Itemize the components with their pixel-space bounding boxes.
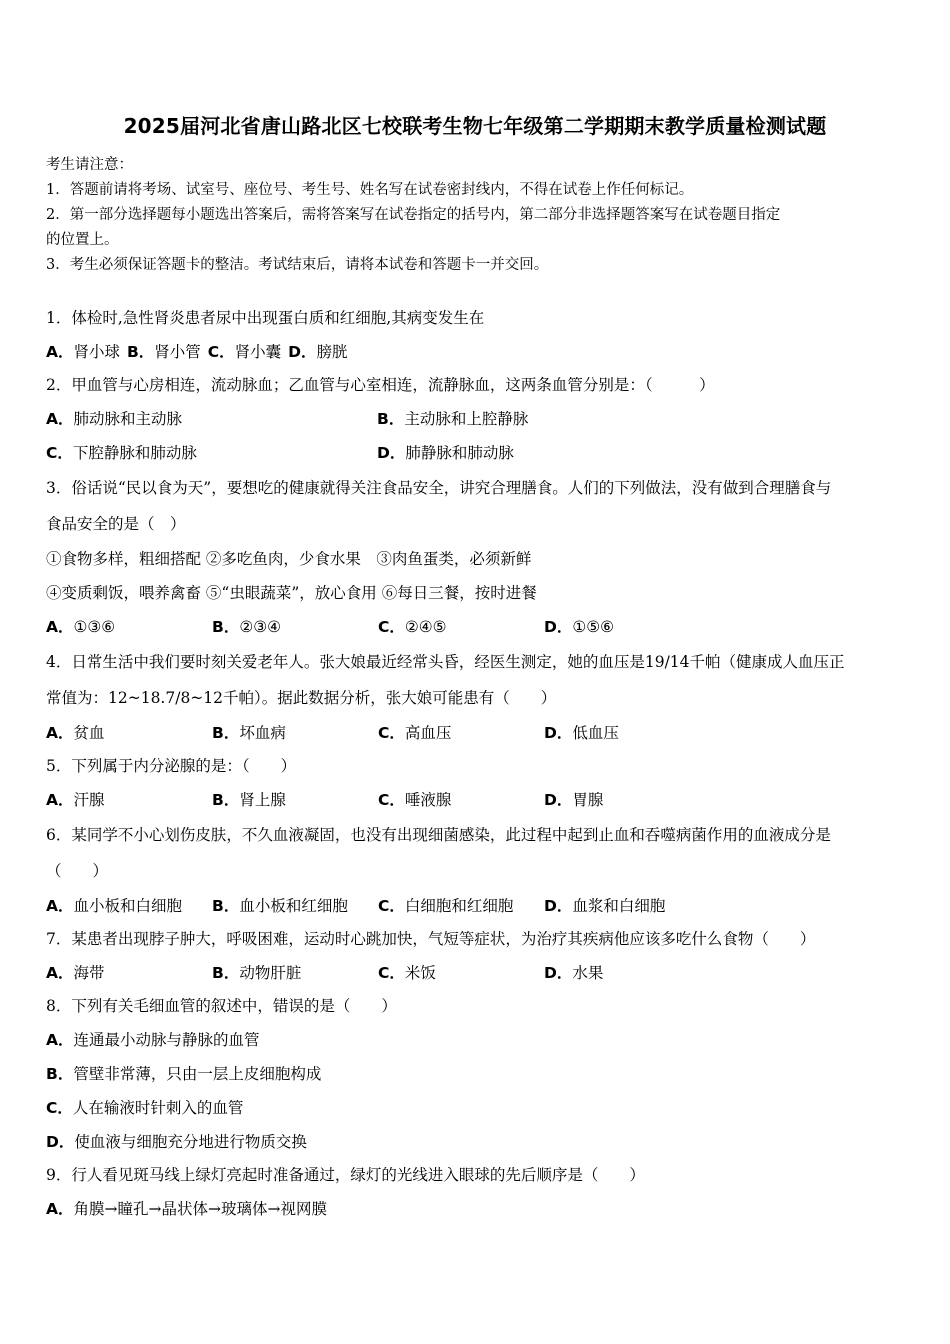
question-stem: 1．体检时,急性肾炎患者尿中出现蛋白质和红细胞,其病变发生在 (46, 309, 485, 327)
option-a[interactable] (46, 889, 212, 923)
option-text: 汗腺 (73, 791, 105, 809)
option-c[interactable] (208, 335, 281, 369)
option-d[interactable] (544, 610, 710, 644)
option-a[interactable] (46, 1192, 904, 1226)
notice-line: 2．第一部分选择题每小题选出答案后，需将答案写在试卷指定的括号内，第二部分非选择题答案写在试卷题目指定 (46, 207, 781, 223)
option-d[interactable] (544, 889, 710, 923)
option-text: 人在输液时针刺入的血管 (72, 1099, 244, 1117)
option-d[interactable] (544, 956, 710, 990)
question-9 (46, 1159, 904, 1226)
option-a[interactable] (46, 402, 377, 436)
option-b[interactable] (212, 716, 378, 750)
option-label: B． (212, 724, 240, 742)
option-label: B． (377, 410, 405, 428)
question-3 (46, 470, 904, 644)
option-d[interactable] (288, 335, 347, 369)
notice-line: 3．考生必须保证答题卡的整洁。考试结束后，请将本试卷和答题卡一并交回。 (46, 257, 549, 273)
option-text: 低血压 (572, 724, 619, 742)
option-text: 水果 (572, 964, 604, 982)
option-d[interactable] (544, 716, 710, 750)
option-b[interactable] (212, 783, 378, 817)
option-b[interactable] (212, 889, 378, 923)
option-a[interactable] (46, 610, 212, 644)
option-label: D． (46, 1133, 75, 1151)
option-text: 肾小管 (154, 343, 201, 361)
notice-line: 1．答题前请将考场、试室号、座位号、考生号、姓名写在试卷密封线内，不得在试卷上作任何标记。 (46, 182, 694, 198)
option-label: C． (378, 618, 405, 636)
option-text: 主动脉和上腔静脉 (404, 410, 529, 428)
option-label: A． (46, 618, 74, 636)
option-label: A． (46, 410, 74, 428)
question-stem: （ ） (46, 862, 109, 880)
notice-line: 的位置上。 (46, 232, 119, 248)
option-label: C． (207, 343, 235, 361)
option-text: ②④⑤ (404, 618, 447, 636)
option-b[interactable] (46, 1057, 904, 1091)
question-6 (46, 817, 904, 923)
option-label: C． (46, 1099, 73, 1117)
notice-heading: 考生请注意： (46, 157, 133, 173)
option-label: A． (46, 897, 74, 915)
option-text: 胃腺 (572, 791, 604, 809)
option-label: D． (544, 618, 573, 636)
question-1 (46, 302, 904, 369)
option-a[interactable] (46, 335, 120, 369)
question-stem: 4．日常生活中我们要时刻关爱老年人。张大娘最近经常头昏，经医生测定，她的血压是19/14千帕（健康成人血压正 (46, 653, 845, 671)
option-d[interactable] (544, 783, 710, 817)
option-label: C． (378, 897, 405, 915)
option-text: 米饭 (404, 964, 436, 982)
option-row (46, 335, 904, 369)
question-stem: 6．某同学不小心划伤皮肤，不久血液凝固，也没有出现细菌感染，此过程中起到止血和吞噬病菌作用的血液成分是 (46, 826, 831, 844)
option-text: ②③④ (239, 618, 282, 636)
option-text: 肺静脉和肺动脉 (405, 444, 514, 462)
option-a[interactable] (46, 1023, 904, 1057)
option-row (46, 889, 904, 923)
option-label: D． (544, 724, 573, 742)
option-b[interactable] (377, 402, 708, 436)
option-label: B． (212, 897, 240, 915)
option-text: 血浆和白细胞 (572, 897, 666, 915)
option-text: 血小板和红细胞 (239, 897, 348, 915)
option-b[interactable] (212, 610, 378, 644)
question-item-line: ④变质剩饭，喂养禽畜 ⑤“虫眼蔬菜”，放心食用 ⑥每日三餐，按时进餐 (46, 584, 537, 602)
option-text: 贫血 (73, 724, 105, 742)
question-4 (46, 644, 904, 750)
option-text: ①③⑥ (73, 618, 116, 636)
option-b[interactable] (212, 956, 378, 990)
option-text: ①⑤⑥ (572, 618, 615, 636)
option-row (46, 783, 904, 817)
option-text: 管壁非常薄，只由一层上皮细胞构成 (73, 1065, 322, 1083)
option-label: A． (46, 791, 74, 809)
option-d[interactable] (377, 436, 708, 470)
question-7 (46, 923, 904, 990)
option-text: 肾小球 (73, 343, 121, 361)
option-a[interactable] (46, 783, 212, 817)
option-text: 肾小囊 (234, 343, 282, 361)
option-label: C． (378, 964, 405, 982)
question-item-line: ①食物多样，粗细搭配 ②多吃鱼肉，少食水果 ③肉鱼蛋类，必须新鲜 (46, 550, 532, 568)
question-5 (46, 750, 904, 817)
page-title: 2025届河北省唐山路北区七校联考生物七年级第二学期期末教学质量检测试题 (123, 114, 827, 138)
option-label: D． (544, 964, 573, 982)
option-text: 肺动脉和主动脉 (73, 410, 183, 428)
option-c[interactable] (378, 889, 544, 923)
option-label: D． (377, 444, 406, 462)
option-label: B． (212, 964, 240, 982)
question-stem: 8．下列有关毛细血管的叙述中，错误的是（ ） (46, 997, 397, 1015)
option-text: 连通最小动脉与静脉的血管 (73, 1031, 260, 1049)
option-c[interactable] (378, 610, 544, 644)
option-a[interactable] (46, 716, 212, 750)
spacer (46, 278, 904, 302)
option-c[interactable] (378, 956, 544, 990)
question-stem: 3．俗话说“民以食为天”，要想吃的健康就得关注食品安全，讲究合理膳食。人们的下列做法，没有做到合理膳食与 (46, 479, 832, 497)
option-text: 高血压 (404, 724, 452, 742)
option-label: C． (46, 444, 73, 462)
notice-section (46, 153, 904, 278)
option-label: B． (212, 791, 240, 809)
option-c[interactable] (378, 716, 544, 750)
option-text: 使血液与细胞充分地进行物质交换 (74, 1133, 307, 1151)
option-text: 膀胱 (316, 343, 348, 361)
question-8 (46, 990, 904, 1159)
option-label: B． (212, 618, 240, 636)
question-2 (46, 369, 904, 470)
option-label: A． (46, 964, 74, 982)
option-text: 动物肝脏 (239, 964, 302, 982)
option-label: D． (544, 791, 573, 809)
question-stem: 常值为：12~18.7/8~12千帕）。据此数据分析，张大娘可能患有（ ） (46, 689, 557, 707)
option-d[interactable] (46, 1125, 904, 1159)
option-row (46, 436, 904, 470)
option-text: 海带 (73, 964, 105, 982)
question-stem: 食品安全的是（ ） (46, 515, 186, 533)
option-text: 下腔静脉和肺动脉 (72, 444, 197, 462)
option-label: A． (46, 1031, 74, 1049)
option-row (46, 716, 904, 750)
option-text: 白细胞和红细胞 (404, 897, 514, 915)
question-stem: 2．甲血管与心房相连，流动脉血；乙血管与心室相连，流静脉血，这两条血管分别是：（ ） (46, 376, 715, 394)
option-label: A． (46, 343, 74, 361)
option-c[interactable] (46, 436, 377, 470)
option-label: B． (46, 1065, 74, 1083)
option-text: 血小板和白细胞 (73, 897, 183, 915)
question-stem: 7．某患者出现脖子肿大，呼吸困难，运动时心跳加快，气短等症状，为治疗其疾病他应该多吃什么食物（ ） (46, 930, 816, 948)
option-label: D． (544, 897, 573, 915)
question-stem: 5．下列属于内分泌腺的是：（ ） (46, 757, 297, 775)
option-row (46, 402, 904, 436)
option-label: B． (126, 343, 155, 361)
option-a[interactable] (46, 956, 212, 990)
option-c[interactable] (46, 1091, 904, 1125)
option-label: C． (378, 791, 405, 809)
option-text: 肾上腺 (239, 791, 286, 809)
option-c[interactable] (378, 783, 544, 817)
option-row (46, 956, 904, 990)
question-stem: 9．行人看见斑马线上绿灯亮起时准备通过，绿灯的光线进入眼球的先后顺序是（ ） (46, 1166, 645, 1184)
option-b[interactable] (127, 335, 201, 369)
option-row (46, 610, 904, 644)
option-label: C． (378, 724, 405, 742)
option-label: D． (288, 343, 317, 361)
option-text: 角膜→瞳孔→晶状体→玻璃体→视网膜 (73, 1200, 327, 1218)
option-text: 坏血病 (239, 724, 286, 742)
option-text: 唾液腺 (404, 791, 452, 809)
option-label: A． (46, 1200, 74, 1218)
option-label: A． (46, 724, 74, 742)
